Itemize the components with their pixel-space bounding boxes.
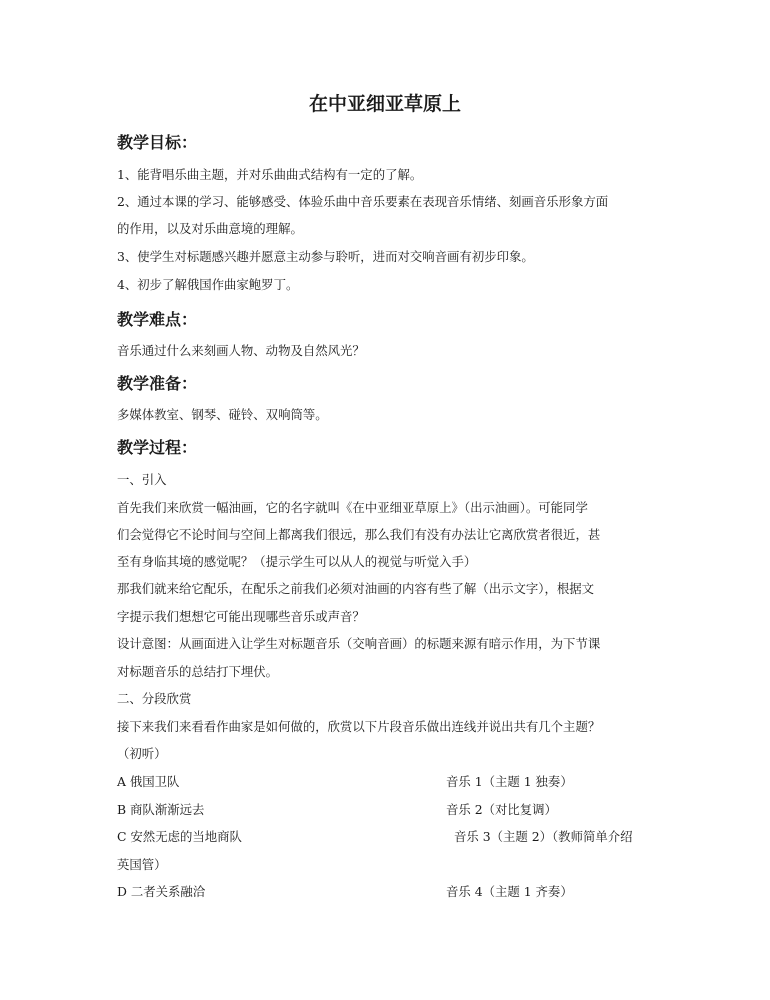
match-left-item: B 商队渐渐远去 (117, 802, 205, 817)
match-right-item: 音乐 4（主题 1 齐奏） (446, 884, 573, 899)
objectives-heading: 教学目标： (117, 133, 198, 152)
match-right-item: 音乐 3（主题 2）（教师简单介绍 (454, 829, 633, 844)
objectives-line: 3、使学生对标题感兴趣并愿意主动参与聆听，进而对交响音画有初步印象。 (117, 249, 534, 264)
process-line: 设计意图：从画面进入让学生对标题音乐（交响音画）的标题来源有暗示作用，为下节课 (117, 636, 601, 651)
match-left-item: A 俄国卫队 (117, 774, 180, 789)
objectives-line: 1、能背唱乐曲主题，并对乐曲曲式结构有一定的了解。 (117, 167, 423, 182)
process-line: 们会觉得它不论时间与空间上都离我们很远，那么我们有没有办法让它离欣赏者很近，甚 (117, 527, 601, 542)
objectives-line: 2、通过本课的学习、能够感受、体验乐曲中音乐要素在表现音乐情绪、刻画音乐形象方面 (117, 194, 609, 209)
objectives-line: 的作用，以及对乐曲意境的理解。 (117, 221, 303, 236)
objectives-line: 4、初步了解俄国作曲家鲍罗丁。 (117, 277, 299, 292)
process-heading: 教学过程： (117, 438, 198, 457)
process-line: 字提示我们想想它可能出现哪些音乐或声音？ (117, 609, 365, 624)
match-left-item: D 二者关系融洽 (117, 884, 206, 899)
process-line: 对标题音乐的总结打下埋伏。 (117, 664, 279, 679)
preparation-line: 多媒体教室、钢琴、碰铃、双响筒等。 (117, 407, 328, 422)
process-line: 接下来我们来看看作曲家是如何做的，欣赏以下片段音乐做出连线并说出共有几个主题？ (117, 719, 601, 734)
match-left-item: C 安然无虑的当地商队 (117, 829, 242, 844)
process-line: 首先我们来欣赏一幅油画，它的名字就叫《在中亚细亚草原上》（出示油画）。可能同学 (117, 500, 588, 515)
difficulty-heading: 教学难点： (117, 310, 198, 329)
match-right-item: 音乐 2（对比复调） (446, 802, 557, 817)
process-line: 二、分段欣赏 (117, 691, 192, 706)
preparation-heading: 教学准备： (117, 374, 198, 393)
match-right-item: 音乐 1（主题 1 独奏） (446, 774, 573, 789)
difficulty-line: 音乐通过什么来刻画人物、动物及自然风光？ (117, 343, 365, 358)
process-line: 一、引入 (117, 472, 167, 487)
process-line: 至有身临其境的感觉呢？（提示学生可以从人的视觉与听觉入手） (117, 554, 477, 569)
match-left-item: 英国管） (117, 857, 167, 872)
page-title: 在中亚细亚草原上 (308, 93, 461, 115)
process-line: （初听） (117, 746, 167, 761)
process-line: 那我们就来给它配乐，在配乐之前我们必须对油画的内容有些了解（出示文字），根据文 (117, 581, 595, 596)
